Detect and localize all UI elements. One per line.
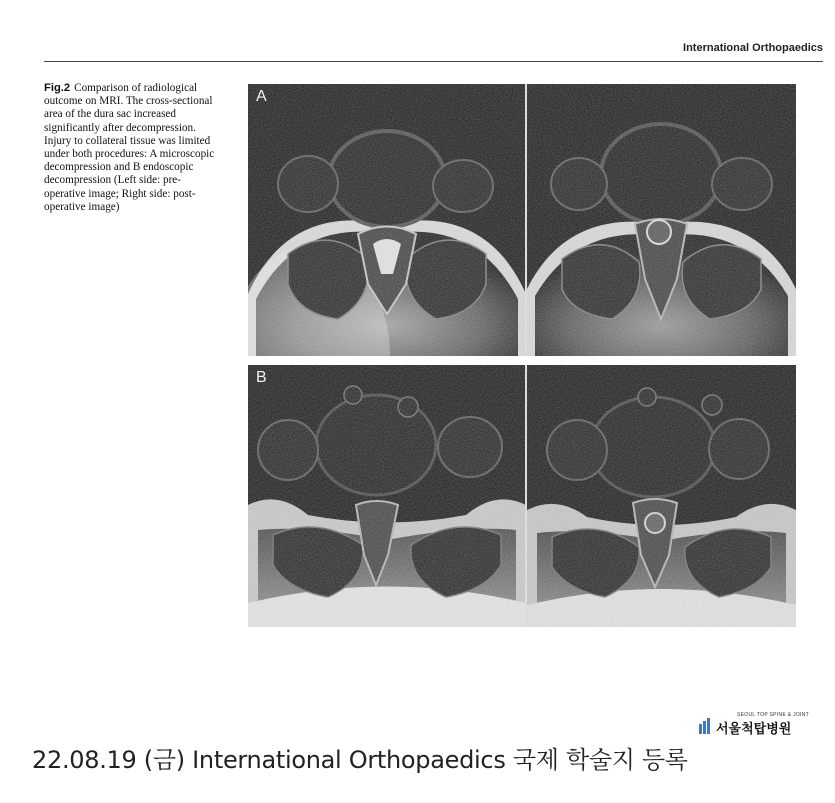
panel-letter-b: B bbox=[256, 369, 267, 386]
logo-english-text: SEOUL TOP SPINE & JOINT bbox=[737, 712, 810, 718]
announcement-text: 22.08.19 (금) International Orthopaedics 국제 학술지 등록 bbox=[32, 746, 688, 774]
mri-panel-b bbox=[248, 365, 796, 627]
journal-header: International Orthopaedics bbox=[683, 42, 823, 54]
figure-caption bbox=[44, 82, 220, 214]
hospital-logo bbox=[699, 712, 811, 736]
logo-korean-text: 서울척탑병원 bbox=[716, 722, 792, 737]
panel-letter-a: A bbox=[256, 88, 267, 105]
mri-image-b-left bbox=[248, 365, 526, 627]
mri-image-b-right bbox=[527, 365, 796, 627]
panel-divider-a bbox=[525, 84, 527, 356]
caption-label: Fig.2 bbox=[44, 82, 71, 94]
logo-bars-icon bbox=[699, 718, 713, 734]
caption-text: Comparison of radiological outcome on MRI. The cross-sectional area of the dura sac increased significantly after decompression. Injury to collateral tissue was limited under both procedures: A microscopic decompression and B endoscopic decompression (Left side: pre-operative image; Right side: post-operative image) bbox=[44, 82, 215, 213]
mri-image-a-left bbox=[248, 84, 526, 356]
panel-divider-b bbox=[525, 365, 527, 627]
mri-image-a-right bbox=[527, 84, 796, 356]
header-rule bbox=[44, 61, 823, 62]
mri-panel-a bbox=[248, 84, 796, 356]
